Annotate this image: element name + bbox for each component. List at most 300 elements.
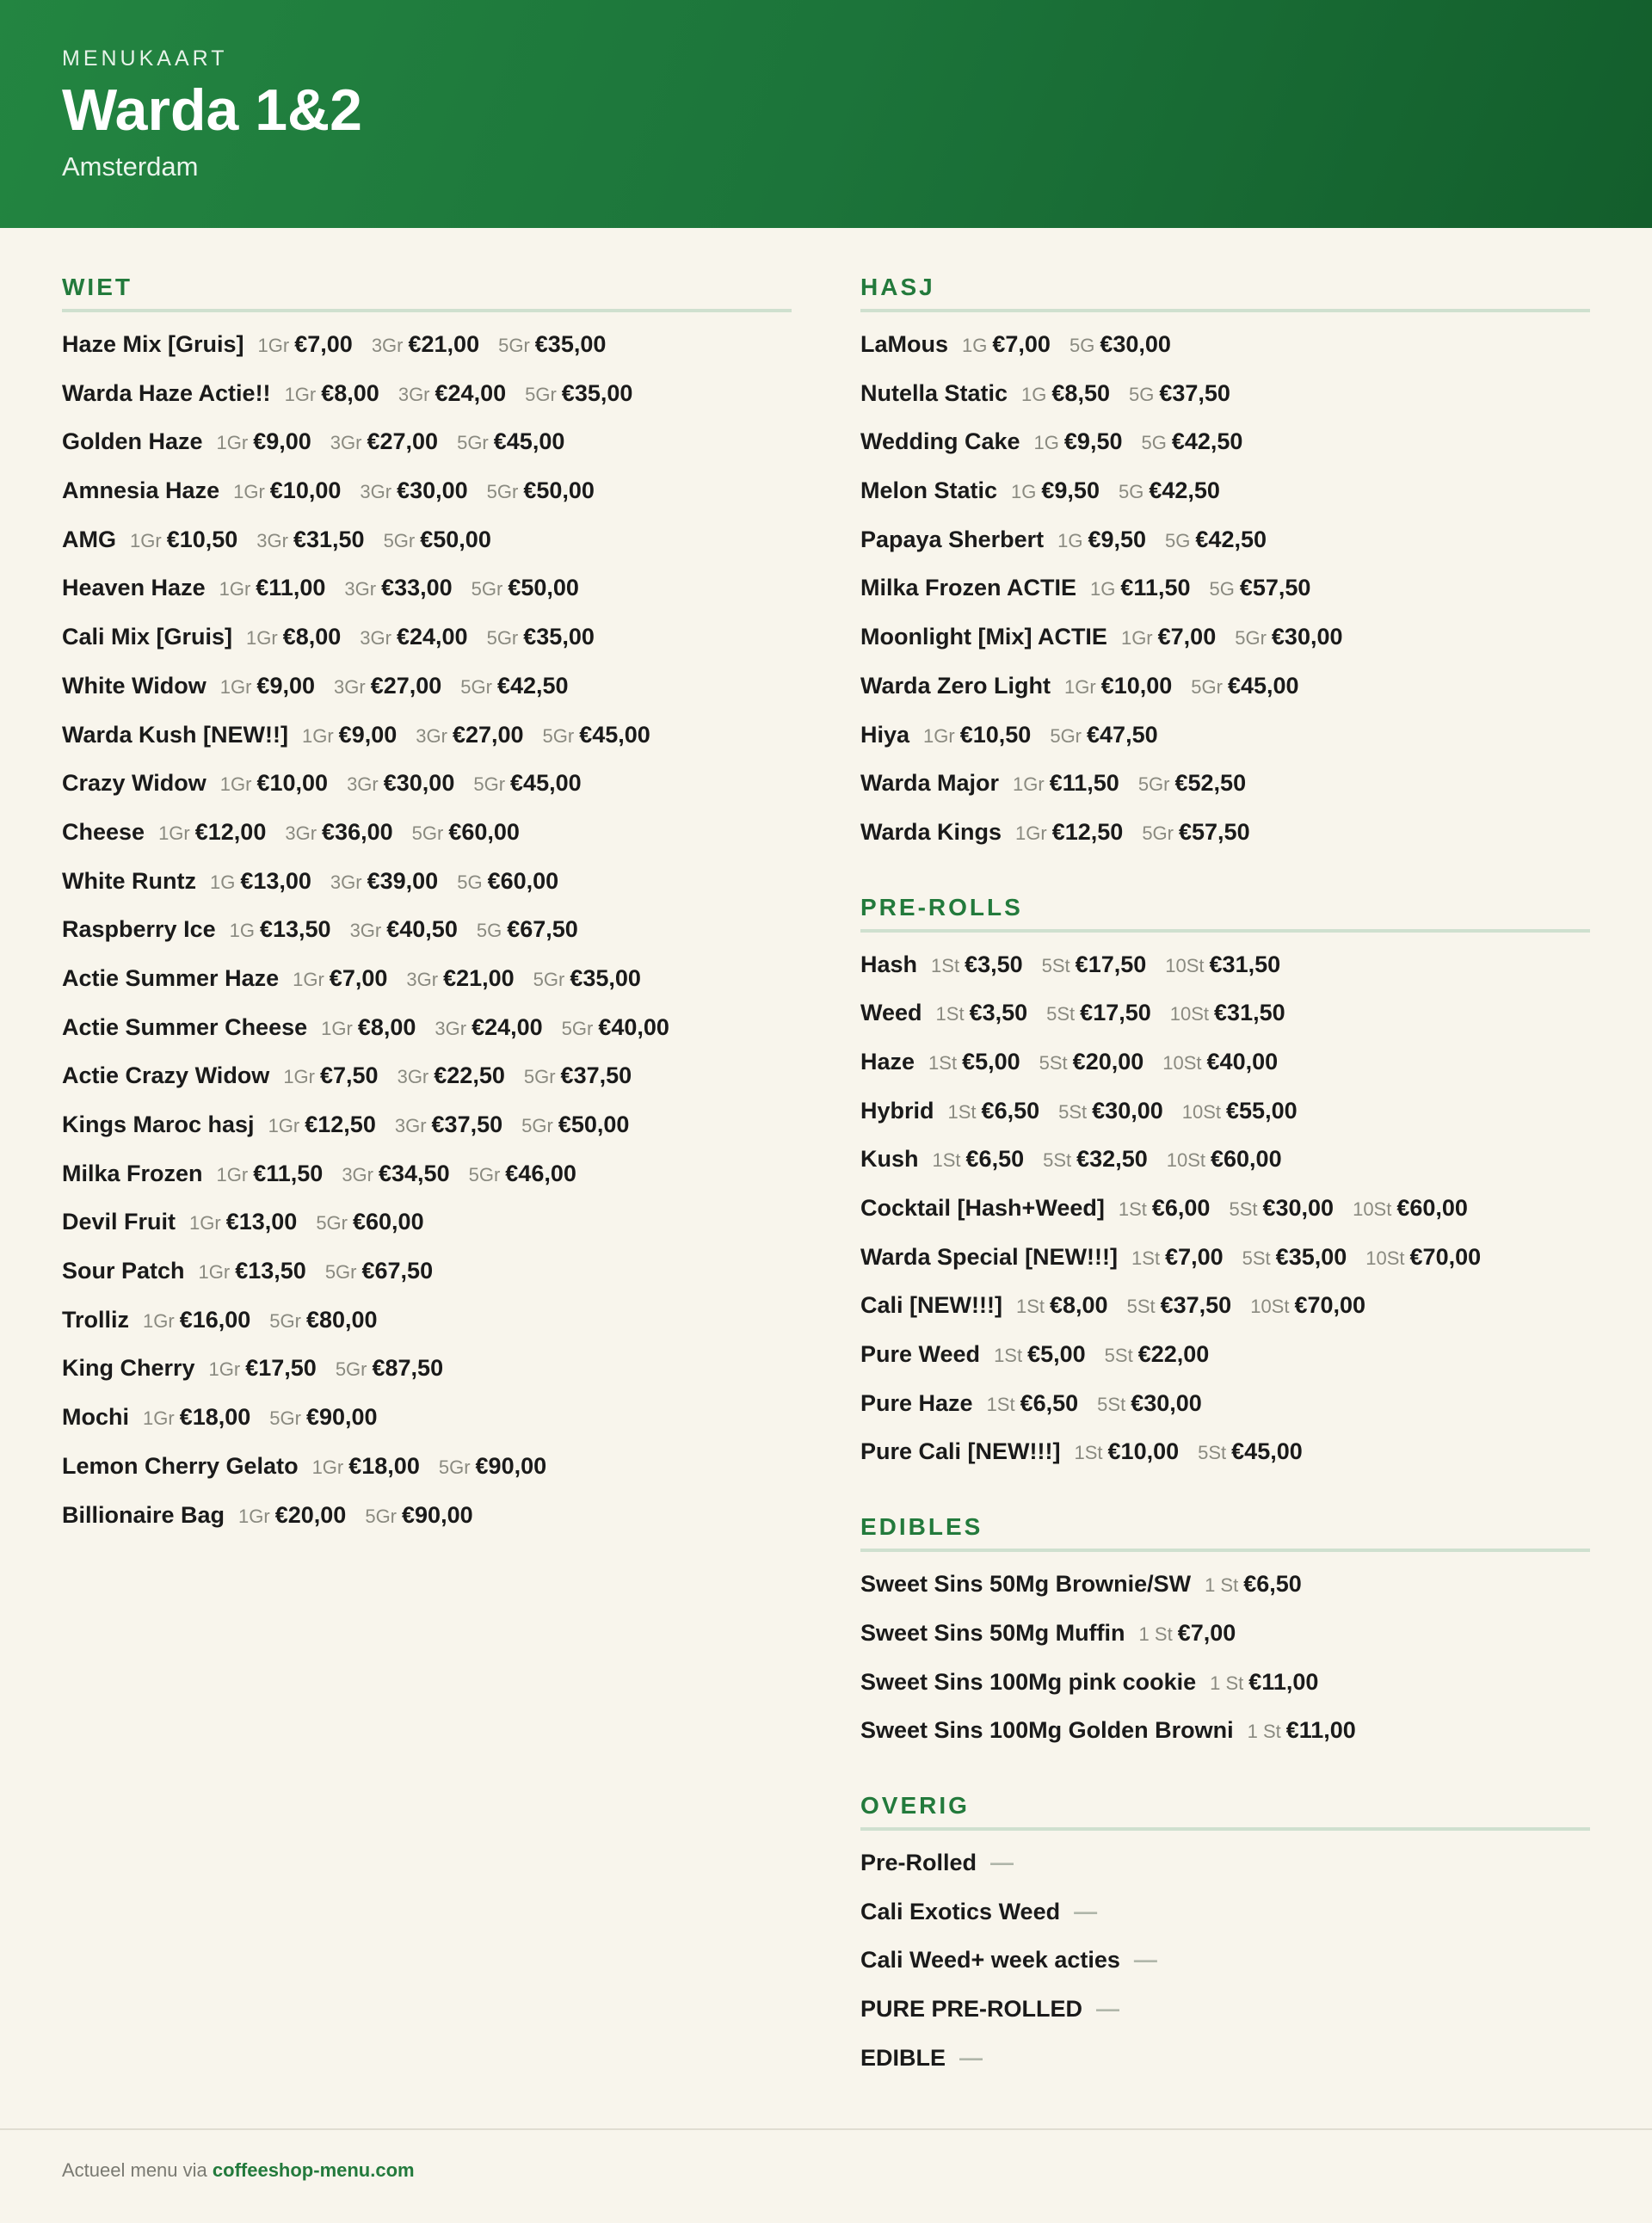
price-option <box>562 1014 669 1041</box>
price-amount: €7,00 <box>1157 624 1217 650</box>
menu-item <box>62 575 792 624</box>
price-unit: 5Gr <box>471 578 503 600</box>
menu-item <box>860 575 1590 624</box>
price-amount: €35,00 <box>523 624 595 650</box>
price-amount: €67,50 <box>361 1258 434 1284</box>
price-amount: €45,00 <box>493 428 565 455</box>
item-name: Weed <box>860 1000 922 1026</box>
item-list <box>860 331 1590 868</box>
price-amount: €27,00 <box>370 672 442 699</box>
price-unit: 1Gr <box>301 724 334 747</box>
item-name: Cheese <box>62 818 145 845</box>
price-option <box>1042 951 1147 978</box>
price-amount: €45,00 <box>510 770 582 797</box>
price-amount: €9,50 <box>1088 526 1147 552</box>
price-unit: 3Gr <box>334 675 366 698</box>
section-edibles <box>860 1513 1590 1766</box>
price-amount: €27,00 <box>452 721 524 748</box>
price-amount: €3,50 <box>965 951 1023 977</box>
price-option <box>233 477 341 504</box>
menu-item <box>860 1390 1590 1439</box>
item-name: Nutella Static <box>860 379 1008 406</box>
price-amount: €70,00 <box>1409 1243 1482 1270</box>
menu-item <box>62 673 792 722</box>
price-amount: €11,00 <box>256 575 326 601</box>
price-option <box>1165 951 1280 978</box>
price-option <box>344 575 452 601</box>
price-option <box>1191 673 1298 699</box>
price-amount: €6,50 <box>1020 1389 1079 1416</box>
menu-item <box>860 624 1590 673</box>
price-unit: 1St <box>1015 1296 1045 1318</box>
price-unit: 3Gr <box>360 627 391 650</box>
price-unit: 3Gr <box>416 724 447 747</box>
price-amount: €22,00 <box>1137 1341 1210 1368</box>
price-option <box>457 868 558 895</box>
price-amount: €6,00 <box>1151 1195 1211 1221</box>
price-unit: 5Gr <box>542 724 575 747</box>
price-unit: 3Gr <box>406 968 439 990</box>
menu-item <box>62 722 792 771</box>
price-option <box>360 624 467 650</box>
no-price-dash: — <box>1096 1995 1120 2022</box>
price-amount: €7,00 <box>992 331 1051 357</box>
menu-kicker: MENUKAART <box>62 46 228 71</box>
price-unit: 5Gr <box>460 675 492 698</box>
price-option <box>285 819 392 846</box>
price-option <box>1050 722 1157 748</box>
price-option <box>268 1112 376 1138</box>
price-option <box>933 1146 1025 1173</box>
menu-item <box>860 428 1590 477</box>
price-amount: €87,50 <box>372 1355 444 1382</box>
price-option <box>336 1355 443 1382</box>
menu-item <box>62 1404 792 1453</box>
price-option <box>1016 1292 1108 1319</box>
menu-item <box>860 951 1590 1001</box>
price-unit: 5Gr <box>269 1309 301 1332</box>
price-unit: 5G <box>1128 383 1155 405</box>
price-option <box>334 673 441 699</box>
price-amount: €22,50 <box>434 1062 505 1089</box>
price-option <box>219 575 326 601</box>
price-amount: €30,00 <box>1100 331 1171 357</box>
price-amount: €90,00 <box>475 1452 547 1479</box>
shop-title: Warda 1&2 <box>62 77 362 143</box>
price-unit: 5Gr <box>383 529 416 551</box>
menu-item <box>860 1341 1590 1390</box>
price-option <box>1064 673 1172 699</box>
price-amount: €7,00 <box>1177 1619 1236 1646</box>
price-unit: 1Gr <box>311 1456 344 1478</box>
price-unit: 1G <box>229 920 255 942</box>
price-amount: €55,00 <box>1226 1097 1298 1124</box>
item-name: Trolliz <box>62 1306 130 1333</box>
price-unit: 1G <box>1057 529 1083 551</box>
price-amount: €24,00 <box>435 379 507 406</box>
price-unit: 1Gr <box>158 822 190 844</box>
item-name: Hiya <box>860 721 910 748</box>
price-option <box>1015 819 1123 846</box>
price-option <box>347 770 454 797</box>
menu-item <box>860 526 1590 576</box>
price-amount: €18,00 <box>179 1404 251 1431</box>
item-list <box>860 1571 1590 1766</box>
item-name: LaMous <box>860 331 949 357</box>
price-unit: 1Gr <box>923 724 955 747</box>
price-option <box>469 1161 576 1187</box>
price-option <box>330 428 438 455</box>
price-option <box>1127 1292 1232 1319</box>
item-name: White Runtz <box>62 867 196 894</box>
menu-item <box>860 1717 1590 1766</box>
menu-item <box>860 2045 1590 2094</box>
price-unit: 1St <box>932 1149 961 1172</box>
price-amount: €52,50 <box>1174 770 1247 797</box>
price-unit: 5St <box>1198 1442 1227 1464</box>
price-amount: €8,00 <box>321 379 379 406</box>
item-name: King Cherry <box>62 1355 195 1382</box>
item-name: Moonlight [Mix] ACTIE <box>860 624 1107 650</box>
price-unit: 5Gr <box>269 1407 301 1430</box>
price-amount: €39,00 <box>367 867 439 894</box>
price-unit: 1Gr <box>189 1212 221 1235</box>
price-amount: €5,00 <box>1027 1341 1086 1368</box>
price-option <box>1075 1438 1180 1465</box>
price-unit: 5Gr <box>1142 822 1174 844</box>
price-unit: 3Gr <box>342 1163 373 1185</box>
no-price-dash: — <box>1074 1898 1098 1924</box>
price-unit: 5Gr <box>523 1066 556 1088</box>
price-amount: €10,00 <box>269 477 342 504</box>
price-unit: 5Gr <box>1235 627 1267 650</box>
item-name: Haze <box>860 1048 915 1075</box>
price-amount: €12,00 <box>194 818 267 845</box>
price-option <box>143 1404 250 1431</box>
price-option <box>928 1049 1020 1075</box>
item-name: Amnesia Haze <box>62 477 220 504</box>
price-unit: 1Gr <box>321 1017 353 1039</box>
menu-item <box>860 1049 1590 1098</box>
menu-item <box>860 331 1590 380</box>
item-name: Wedding Cake <box>860 428 1020 455</box>
price-unit: 5Gr <box>335 1358 367 1381</box>
price-option <box>457 428 564 455</box>
item-name: Melon Static <box>860 477 998 504</box>
item-name: Kush <box>860 1146 919 1173</box>
price-option <box>238 1502 346 1529</box>
price-amount: €42,50 <box>1171 428 1243 455</box>
price-option <box>1021 380 1110 407</box>
price-amount: €6,50 <box>1243 1571 1302 1598</box>
price-option <box>521 1112 629 1138</box>
price-unit: 3Gr <box>256 529 288 551</box>
price-unit: 1 St <box>1247 1721 1281 1743</box>
item-name: Sour Patch <box>62 1258 185 1284</box>
price-unit: 10St <box>1365 1247 1405 1269</box>
footer-link[interactable]: coffeeshop-menu.com <box>212 2159 415 2181</box>
price-option <box>1242 1244 1347 1271</box>
price-unit: 1 St <box>1210 1672 1244 1694</box>
price-option <box>199 1258 306 1284</box>
price-option <box>498 331 606 358</box>
price-amount: €42,50 <box>1149 477 1220 504</box>
price-unit: 1Gr <box>143 1407 175 1430</box>
price-option <box>130 526 237 553</box>
price-option <box>210 868 311 895</box>
section-title: OVERIG <box>860 1792 1590 1831</box>
price-unit: 5Gr <box>561 1017 594 1039</box>
menu-item <box>860 1947 1590 1996</box>
price-unit: 1St <box>986 1393 1015 1415</box>
item-list <box>860 951 1590 1488</box>
price-unit: 5G <box>1209 578 1235 600</box>
price-option <box>246 624 341 650</box>
menu-header <box>0 0 1652 228</box>
price-amount: €31,50 <box>293 526 365 552</box>
price-unit: 10St <box>1353 1198 1392 1220</box>
price-amount: €45,00 <box>1227 672 1299 699</box>
price-amount: €17,50 <box>245 1355 317 1382</box>
price-unit: 3Gr <box>398 383 430 405</box>
price-unit: 1Gr <box>208 1358 241 1381</box>
price-option <box>269 1307 377 1333</box>
price-option <box>1229 1195 1334 1222</box>
price-amount: €90,00 <box>402 1501 473 1528</box>
price-unit: 1St <box>947 1100 977 1123</box>
item-name: Milka Frozen <box>62 1160 203 1186</box>
item-name: Warda Special [NEW!!!] <box>860 1243 1119 1270</box>
price-amount: €67,50 <box>507 916 578 943</box>
menu-item <box>860 1620 1590 1669</box>
item-name: Crazy Widow <box>62 770 206 797</box>
price-amount: €45,00 <box>579 721 650 748</box>
price-option <box>220 673 315 699</box>
menu-item <box>860 1000 1590 1049</box>
price-amount: €34,50 <box>379 1160 450 1186</box>
price-amount: €11,50 <box>1120 575 1191 601</box>
price-unit: 10St <box>1250 1296 1290 1318</box>
price-option <box>1043 1146 1148 1173</box>
price-unit: 5St <box>1039 1051 1068 1074</box>
price-unit: 3Gr <box>397 1066 429 1088</box>
price-option <box>158 819 266 846</box>
price-amount: €9,50 <box>1041 477 1100 504</box>
price-unit: 5Gr <box>525 383 557 405</box>
price-amount: €46,00 <box>505 1160 576 1186</box>
section-title: PRE-ROLLS <box>860 894 1590 933</box>
price-option <box>533 965 641 992</box>
price-amount: €11,00 <box>1248 1668 1319 1695</box>
price-amount: €35,00 <box>1275 1243 1347 1270</box>
item-name: Papaya Sherbert <box>860 526 1045 552</box>
menu-item <box>62 477 792 526</box>
price-unit: 5St <box>1097 1393 1126 1415</box>
price-unit: 10St <box>1181 1100 1222 1123</box>
price-option <box>1013 770 1119 797</box>
price-option <box>189 1209 297 1235</box>
price-option <box>209 1355 317 1382</box>
price-amount: €30,00 <box>383 770 455 797</box>
price-amount: €40,00 <box>1206 1048 1279 1075</box>
price-option <box>524 1062 632 1089</box>
footer-text: Actueel menu via <box>62 2159 207 2181</box>
price-unit: 3Gr <box>435 1017 467 1039</box>
item-name: Warda Haze Actie!! <box>62 379 271 406</box>
price-unit: 5St <box>1242 1247 1271 1269</box>
price-amount: €24,00 <box>396 624 468 650</box>
price-amount: €31,50 <box>1209 951 1281 977</box>
price-unit: 5St <box>1043 1149 1072 1172</box>
price-option <box>256 526 364 553</box>
price-option <box>1142 819 1249 846</box>
price-amount: €37,50 <box>1159 379 1230 406</box>
price-unit: 5Gr <box>533 968 565 990</box>
price-option <box>283 1062 378 1089</box>
menu-item <box>860 1996 1590 2045</box>
price-amount: €12,50 <box>305 1112 376 1137</box>
menu-item <box>860 1438 1590 1487</box>
item-name: AMG <box>62 526 116 552</box>
price-unit: 3Gr <box>330 432 362 454</box>
item-name: PURE PRE-ROLLED <box>860 1995 1083 2022</box>
price-amount: €30,00 <box>397 477 468 504</box>
price-unit: 1Gr <box>233 481 265 503</box>
item-name: Warda Zero Light <box>860 672 1051 699</box>
no-price-dash: — <box>1133 1947 1157 1974</box>
item-name: Cali [NEW!!!] <box>860 1292 1002 1319</box>
menu-item <box>860 1899 1590 1948</box>
price-option <box>543 722 650 748</box>
price-amount: €42,50 <box>496 672 569 699</box>
item-name: Hybrid <box>860 1097 934 1124</box>
price-unit: 1Gr <box>283 1066 315 1088</box>
price-amount: €16,00 <box>179 1306 251 1333</box>
item-name: Cali Weed+ week acties <box>860 1947 1120 1974</box>
price-unit: 1Gr <box>1013 773 1045 796</box>
price-unit: 10St <box>1169 1003 1210 1025</box>
price-option <box>220 770 328 797</box>
price-option <box>439 1453 546 1480</box>
price-option <box>285 380 379 407</box>
price-option <box>1205 1571 1302 1598</box>
price-amount: €9,00 <box>253 428 311 455</box>
price-option <box>372 331 479 358</box>
price-unit: 5Gr <box>324 1261 357 1284</box>
price-amount: €10,00 <box>256 770 329 797</box>
price-unit: 1Gr <box>130 529 162 551</box>
price-amount: €60,00 <box>1211 1146 1282 1173</box>
menu-item <box>860 1146 1590 1195</box>
price-amount: €17,50 <box>1075 951 1147 977</box>
price-option <box>1039 1049 1144 1075</box>
price-option <box>1209 575 1310 601</box>
price-option <box>1235 624 1342 650</box>
price-amount: €9,00 <box>338 721 398 748</box>
price-amount: €50,00 <box>523 477 595 504</box>
price-option <box>1121 624 1216 650</box>
price-unit: 3Gr <box>344 578 377 600</box>
item-name: Heaven Haze <box>62 575 206 601</box>
price-option <box>487 477 595 504</box>
item-name: Lemon Cherry Gelato <box>62 1452 299 1479</box>
price-unit: 5St <box>1104 1345 1133 1367</box>
menu-item <box>860 1195 1590 1244</box>
price-unit: 5G <box>457 871 483 893</box>
price-amount: €47,50 <box>1087 721 1158 748</box>
price-unit: 1Gr <box>198 1261 231 1284</box>
price-amount: €7,00 <box>294 331 353 357</box>
price-unit: 1Gr <box>143 1309 175 1332</box>
price-option <box>1034 428 1123 455</box>
item-name: Warda Kings <box>860 818 1002 845</box>
price-unit: 5Gr <box>1137 773 1170 796</box>
menu-item <box>62 1014 792 1063</box>
price-amount: €10,00 <box>1100 672 1173 699</box>
price-unit: 5St <box>1126 1296 1156 1318</box>
menu-item <box>860 477 1590 526</box>
menu-item <box>62 526 792 576</box>
price-unit: 1Gr <box>238 1505 270 1527</box>
price-unit: 5Gr <box>365 1505 398 1527</box>
price-option <box>398 380 506 407</box>
price-unit: 3Gr <box>371 335 404 356</box>
price-unit: 1G <box>1021 383 1047 405</box>
price-amount: €13,50 <box>235 1258 306 1284</box>
section-wiet <box>62 274 792 1550</box>
item-name: Cali Exotics Weed <box>860 1898 1061 1924</box>
price-amount: €9,00 <box>256 672 315 699</box>
item-name: Cocktail [Hash+Weed] <box>860 1195 1105 1221</box>
price-option <box>931 951 1023 978</box>
item-name: Sweet Sins 100Mg pink cookie <box>860 1668 1197 1695</box>
price-amount: €36,00 <box>322 818 393 845</box>
price-option <box>1162 1049 1278 1075</box>
price-option <box>525 380 632 407</box>
price-amount: €20,00 <box>1072 1048 1144 1075</box>
price-option <box>217 1161 324 1187</box>
price-amount: €10,50 <box>959 721 1032 748</box>
price-unit: 5St <box>1058 1100 1088 1123</box>
price-option <box>230 916 331 943</box>
price-option <box>395 1112 502 1138</box>
menu-item <box>62 1453 792 1502</box>
price-amount: €13,00 <box>240 867 311 894</box>
no-price-dash: — <box>990 1849 1014 1875</box>
menu-item <box>62 868 792 917</box>
price-amount: €45,00 <box>1231 1438 1303 1465</box>
price-unit: 5G <box>476 920 502 942</box>
price-amount: €40,50 <box>386 916 458 943</box>
price-amount: €13,50 <box>259 916 331 943</box>
menu-item <box>62 1062 792 1112</box>
price-amount: €6,50 <box>965 1146 1025 1173</box>
price-option <box>1069 331 1171 358</box>
price-unit: 5G <box>1141 432 1167 454</box>
price-amount: €7,50 <box>320 1062 379 1089</box>
menu-item <box>860 1669 1590 1718</box>
price-amount: €8,00 <box>282 624 342 650</box>
price-amount: €42,50 <box>1195 526 1267 552</box>
price-option <box>1365 1244 1481 1271</box>
menu-item <box>62 1112 792 1161</box>
menu-item <box>62 1307 792 1356</box>
price-option <box>477 916 578 943</box>
menu-item <box>62 965 792 1014</box>
price-option <box>1198 1438 1303 1465</box>
price-unit: 5Gr <box>473 773 506 796</box>
price-unit: 5G <box>1165 529 1191 551</box>
